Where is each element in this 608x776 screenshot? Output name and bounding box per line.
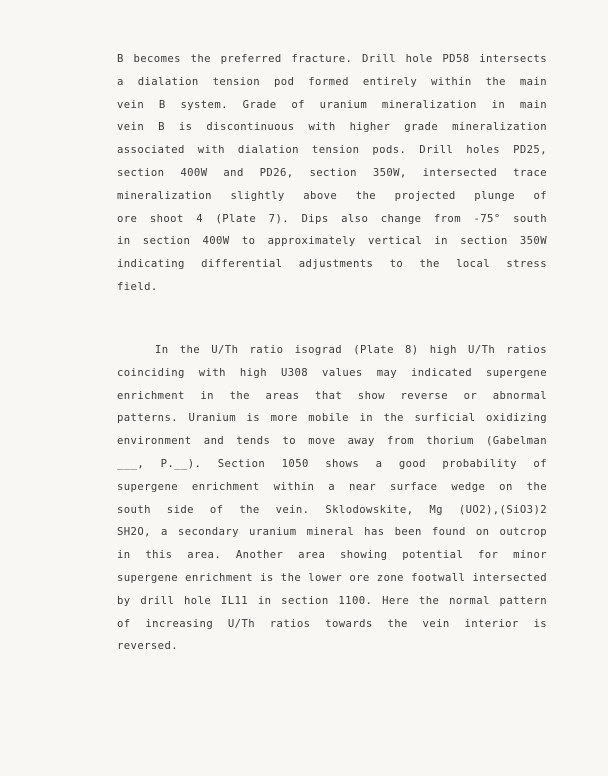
text-line: vein B is discontinuous with higher grade mineralization [117, 121, 547, 134]
text-line: of increasing U/Th ratios towards the vein interior is [117, 617, 547, 630]
text-line: reversed. [117, 640, 179, 653]
text-line: patterns. Uranium is more mobile in the surficial oxidizing [117, 412, 547, 425]
text-line: environment and tends to move away from thorium (Gabelman [117, 435, 547, 448]
text-line: section 400W and PD26, section 350W, intersected trace [117, 166, 547, 179]
text-line: by drill hole IL11 in section 1100. Here the normal pattern [117, 594, 547, 607]
text-line: indicating differential adjustments to the local stress [117, 258, 547, 271]
text-line: vein B system. Grade of uranium mineralization in main [117, 98, 547, 111]
text-line: B becomes the preferred fracture. Drill hole PD58 intersects [117, 53, 547, 65]
text-line: enrichment in the areas that show reverse or abnormal [117, 389, 547, 402]
text-line: supergene enrichment is the lower ore zone footwall intersected [117, 571, 547, 584]
text-line: south side of the vein. Sklodowskite, Mg (UO2),(SiO3)2 [117, 503, 547, 516]
paragraph-1 [117, 48, 547, 299]
text-line: a dialation tension pod formed entirely within the main [117, 75, 547, 88]
text-line: supergene enrichment within a near surface wedge on the [117, 480, 547, 493]
text-line: In the U/Th ratio isograd (Plate 8) high U/Th ratios [155, 344, 547, 356]
paragraph-2 [117, 339, 547, 658]
text-line: field. [117, 280, 158, 293]
text-line: ore shoot 4 (Plate 7). Dips also change from -75° south [117, 212, 547, 225]
text-line: associated with dialation tension pods. Drill holes PD25, [117, 144, 547, 157]
text-line: in this area. Another area showing potential for minor [117, 549, 547, 562]
text-line: mineralization slightly above the projected plunge of [117, 189, 547, 202]
text-line: ___, P.__). Section 1050 shows a good probability of [117, 457, 547, 470]
text-line: coinciding with high U308 values may indicated supergene [117, 366, 547, 379]
text-line: in section 400W to approximately vertical in section 350W [117, 235, 547, 248]
text-line: SH2O, a secondary uranium mineral has been found on outcrop [117, 526, 547, 539]
